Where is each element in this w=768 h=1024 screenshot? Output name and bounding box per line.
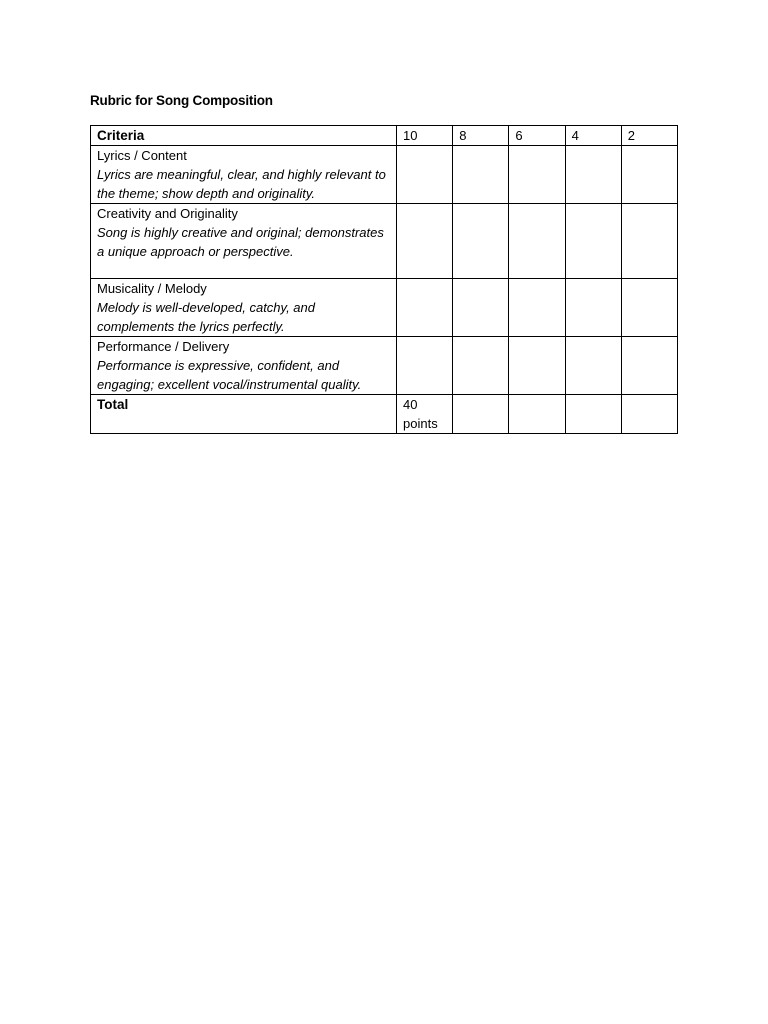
score-cell: [397, 146, 453, 204]
table-row: [91, 204, 678, 279]
score-cell: [565, 204, 621, 279]
score-cell: [453, 279, 509, 337]
score-cell: [621, 279, 677, 337]
criteria-cell: [91, 146, 397, 204]
criteria-header: Criteria: [91, 126, 397, 146]
score-cell: [509, 337, 565, 395]
table-header-row: [91, 126, 678, 146]
criteria-cell: [91, 204, 397, 279]
score-cell: [453, 395, 509, 434]
score-cell: [621, 204, 677, 279]
score-cell: [565, 146, 621, 204]
score-header-10: 10: [397, 126, 453, 146]
document-title: Rubric for Song Composition: [90, 93, 273, 108]
criteria-description: Song is highly creative and original; demonstrates a unique approach or perspective.: [97, 225, 384, 259]
score-cell: [453, 337, 509, 395]
score-cell: [509, 146, 565, 204]
criteria-cell: [91, 279, 397, 337]
score-header-2: 2: [621, 126, 677, 146]
criteria-cell: [91, 337, 397, 395]
score-cell: [509, 204, 565, 279]
total-label: Total: [91, 395, 397, 434]
table-row: [91, 279, 678, 337]
criteria-description: Performance is expressive, confident, and engaging; excellent vocal/instrumental quality.: [97, 358, 362, 392]
score-header-4: 4: [565, 126, 621, 146]
score-cell: [397, 337, 453, 395]
total-points: 40 points: [397, 395, 453, 434]
criteria-name: Musicality / Melody: [97, 281, 207, 296]
score-cell: [565, 279, 621, 337]
table-row: [91, 146, 678, 204]
score-cell: [509, 395, 565, 434]
score-cell: [397, 204, 453, 279]
total-row: [91, 395, 678, 434]
score-cell: [453, 146, 509, 204]
rubric-table: [90, 125, 678, 434]
score-cell: [453, 204, 509, 279]
score-cell: [509, 279, 565, 337]
criteria-name: Creativity and Originality: [97, 206, 238, 221]
score-cell: [565, 395, 621, 434]
score-header-6: 6: [509, 126, 565, 146]
score-cell: [565, 337, 621, 395]
score-cell: [621, 146, 677, 204]
score-cell: [397, 279, 453, 337]
criteria-name: Lyrics / Content: [97, 148, 187, 163]
criteria-description: Lyrics are meaningful, clear, and highly relevant to the theme; show depth and originality.: [97, 167, 386, 201]
table-row: [91, 337, 678, 395]
criteria-name: Performance / Delivery: [97, 339, 230, 354]
score-cell: [621, 337, 677, 395]
score-header-8: 8: [453, 126, 509, 146]
criteria-description: Melody is well-developed, catchy, and complements the lyrics perfectly.: [97, 300, 315, 334]
score-cell: [621, 395, 677, 434]
